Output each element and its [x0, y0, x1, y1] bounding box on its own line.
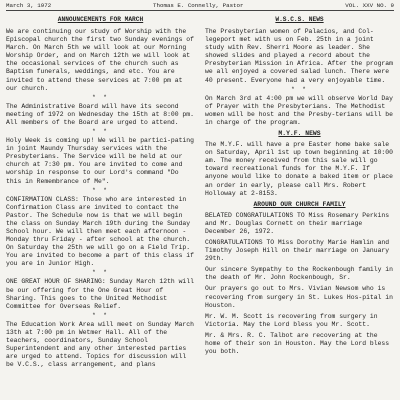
left-column	[6, 15, 195, 372]
announcement-paragraph: The Education Work Area will meet on Sunday March 13th at 7:00 pm in Wetmer Hall. All of the teachers, coordinators, Sunday School Superintendent and any other interested parties are urged to attend. Topics for discussion will be V.C.S., class arrangement, and plans	[6, 320, 194, 369]
separator-stars: * *	[92, 128, 109, 136]
myf-paragraph: The M.Y.F. will have a pre Easter home bake sale on Saturday, April 1st up town beginning at 10:00 am. The money received from this sale will go toward recreational funds for the M.Y.F. If anyone would like to donate a baked item or place an order in early, please call Mrs. Robert Holloway at 2-8153.	[205, 141, 393, 197]
announcement-paragraph: Holy Week is coming up! We will be partici-pating in joint Maundy Thursday services with the Presbyterians. The Service will be held at our church at 7:30 pm. You are invited to come and worship in response to our Lord's command "Do this in Remembrance of Me".	[6, 137, 194, 185]
myf-heading: M.Y.F. NEWS	[278, 130, 321, 138]
wscs-paragraph: The Presbyterian women of Palacios, and Col-legeport met with us on Feb. 25th in a joint study with Rev. Sherri Moore as leader. She showed slides and played a record about the Presbyterian Mission in Africa. After the program we all enjoyed a covered salad lunch. There were 40 present. Everyone had a very enjoyable time.	[205, 28, 393, 84]
columns	[6, 15, 394, 372]
family-paragraph: Mr. & Mrs. R. C. Talbot are recovering at the home of their son in Houston. May the Lord bless you both.	[205, 331, 390, 356]
newsletter-header	[6, 2, 394, 11]
separator-stars: * *	[92, 93, 109, 101]
wscs-heading: W.S.C.S. NEWS	[275, 16, 324, 23]
volume-number: VOL. XXV NO. 9	[345, 2, 394, 9]
family-paragraph: Our sincere Sympathy to the Rockenbough family in the death of Mr. John Rockenbough, Sr.	[205, 266, 393, 282]
family-paragraph: Our prayers go out to Mrs. Vivian Newsom who is recovering from surgery in St. Lukes Hos-pital in Houston.	[205, 285, 393, 309]
announcement-paragraph: The Administrative Board will have its second meeting of 1972 on Wednesday the 15th at 8:00 pm. All members of the Board are urged to attend.	[6, 102, 194, 126]
wscs-paragraph: On March 3rd at 4:00 pm we will observe World Day of Prayer with the Presbyterians. The Methodist women will be host and the Presby-terians will be in charge of the program.	[205, 94, 393, 126]
separator-stars: * *	[92, 311, 109, 319]
separator-stars: * *	[291, 85, 308, 93]
separator-stars: * *	[92, 269, 109, 277]
family-paragraph: CONGRATULATIONS TO Miss Dorothy Marie Hamlin and Timothy Joseph Hill on their marriage on January 29th.	[205, 238, 390, 263]
right-column	[205, 15, 394, 372]
pastor-name: Thomas E. Connelly, Pastor	[153, 2, 244, 9]
announcements-heading: ANNOUNCEMENTS FOR MARCH	[57, 16, 144, 23]
separator-stars: * *	[92, 186, 109, 194]
announcement-paragraph: We are continuing our study of Worship with the Episcopal church the first two Sunday evenings of March. On March 5th we will look at our Morning Worship Order, and on March 12th we will look at the occasional services of the church such as Baptism funerals, weddings, and etc. You are invited to attend these services at 7:00 pm at our church.	[6, 28, 194, 92]
church-family-heading: AROUND OUR CHURCH FAMILY	[253, 200, 346, 208]
announcement-paragraph: ONE GREAT HOUR OF SHARING: Sunday March 12th will be our offering for the One Great Hour of Sharing. This goes to the United Methodist Committee for Overseas Relief.	[6, 278, 194, 310]
announcement-paragraph: CONFIRMATION CLASS: Those who are interested in Confirmation Class are invited to contact the Pastor. The Schedule now is that we will begin the class on Sunday March 19th during the Sunday School hour. We will then meet each afternoon - Monday thru Friday - after school at the church. On Saturday the 25th we will go on a Field Trip. You are invited to become a part of this class if you are in Junior High.	[6, 195, 194, 268]
family-paragraph: BELATED CONGRATULATIONS TO Miss Rosemary Perkins and Mr. Douglas Cornett on their marriage December 26, 1972.	[205, 211, 390, 235]
family-paragraph: Mr. W. M. Scott is recovering from surgery in Victoria. May the Lord bless you Mr. Scott.	[205, 312, 378, 328]
issue-date: March 3, 1972	[6, 2, 52, 9]
